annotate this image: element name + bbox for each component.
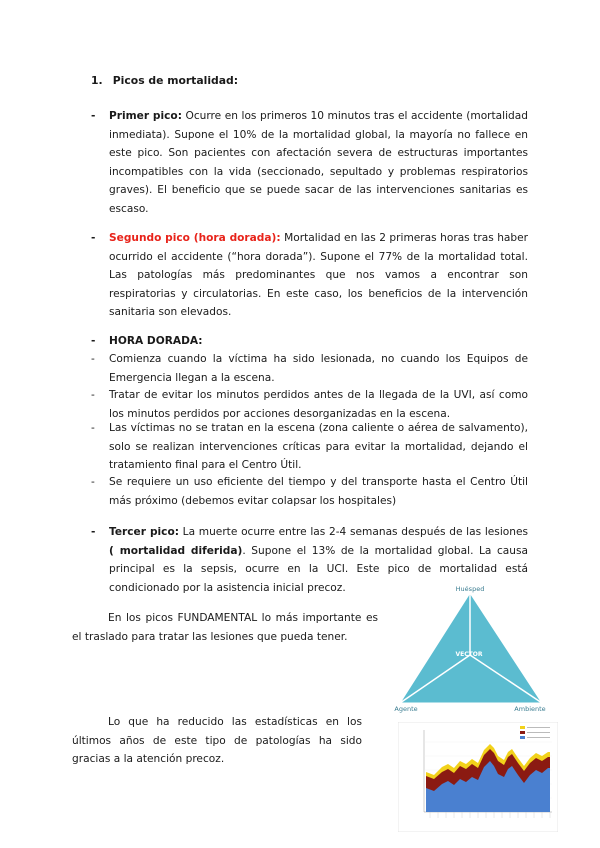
first-peak-bullet: - <box>91 110 96 122</box>
diagram-right-label: Ambiente <box>514 705 546 713</box>
diagram-left-label: Agente <box>394 705 418 713</box>
fundamental-paragraph <box>72 609 378 646</box>
first-peak-label: Primer pico: <box>109 110 182 122</box>
section-title: Picos de mortalidad: <box>112 74 239 87</box>
diagram-center-label: VECTOR <box>455 651 483 658</box>
section-number: 1. <box>91 74 103 87</box>
chart-legend <box>520 726 550 739</box>
golden-hour-bullet: - <box>91 335 96 347</box>
epidemiological-triangle-diagram <box>392 583 552 713</box>
golden-hour-item-2-bullet: - <box>91 389 95 401</box>
second-peak-text: Mortalidad en las 2 primeras horas tras haber ocurrido el accidente (“hora dorada”). Supone el 77% de la mortalidad total. Las patologías más predominantes que nos vamos a encontrar son respiratorias y circulatorias. En este caso, los beneficios de la intervención sanitaria son elevados. <box>109 232 528 319</box>
golden-hour-title: HORA DORADA: <box>109 335 203 347</box>
golden-hour-item-1: Comienza cuando la víctima ha sido lesionada, no cuando los Equipos de Emergencia llegan a la escena. <box>109 353 528 384</box>
second-peak-bullet: - <box>91 232 96 244</box>
fundamental-pre: En los picos <box>108 612 178 624</box>
first-peak-text: Ocurre en los primeros 10 minutos tras el accidente (mortalidad inmediata). Supone el 10% de la mortalidad global, la mayoría no fallece en este pico. Son pacientes con afectación severa de estructuras importantes incompatibles con la vida (seccionado, sepultado y problemas respiratorios graves). El beneficio que se puede sacar de las intervenciones sanitarias es escaso. <box>109 110 529 215</box>
third-peak-text-a: La muerte ocurre entre las 2-4 semanas después de las lesiones <box>178 526 528 538</box>
golden-hour-item-3-bullet: - <box>91 422 95 434</box>
statistics-paragraph: Lo que ha reducido las estadísticas en los últimos años de este tipo de patologías ha sido gracias a la atención precoz. <box>72 716 362 766</box>
second-peak-paragraph <box>109 229 528 322</box>
third-peak-bullet: - <box>91 526 96 538</box>
mortality-area-chart <box>398 722 558 832</box>
first-peak-paragraph <box>109 107 528 219</box>
third-peak-text-c: . Supone el 13% de la mortalidad global. La causa principal es la sepsis, ocurre en la UCI. Este pico de mortalidad está condicionado por la asistencia inicial precoz. <box>109 544 528 594</box>
golden-hour-item-1-bullet: - <box>91 353 95 365</box>
fundamental-strong: FUNDAMENTAL <box>177 612 258 624</box>
triangle-shape <box>400 593 542 703</box>
golden-hour-item-2: Tratar de evitar los minutos perdidos antes de la llegada de la UVI, así como los minutos perdidos por acciones desorganizadas en la escena. <box>109 389 528 420</box>
golden-hour-item-3: Las víctimas no se tratan en la escena (zona caliente o aérea de salvamento), solo se realizan intervenciones críticas para evitar la mortalidad, dejando el tratamiento final para el Centro Útil. <box>109 422 528 472</box>
second-peak-label: Segundo pico (hora dorada): <box>109 232 281 244</box>
diagram-top-label: Huésped <box>455 585 485 593</box>
fundamental-post: lo más importante es el traslado para tratar las lesiones que pueda tener. <box>72 612 378 643</box>
third-peak-deferred: ( mortalidad diferida) <box>109 544 243 557</box>
section-heading <box>91 72 238 91</box>
golden-hour-item-4-bullet: - <box>91 476 95 488</box>
third-peak-label: Tercer pico: <box>109 526 179 538</box>
golden-hour-item-4: Se requiere un uso eficiente del tiempo y del transporte hasta el Centro Útil más próximo (debemos evitar colapsar los hospitales) <box>109 476 528 507</box>
